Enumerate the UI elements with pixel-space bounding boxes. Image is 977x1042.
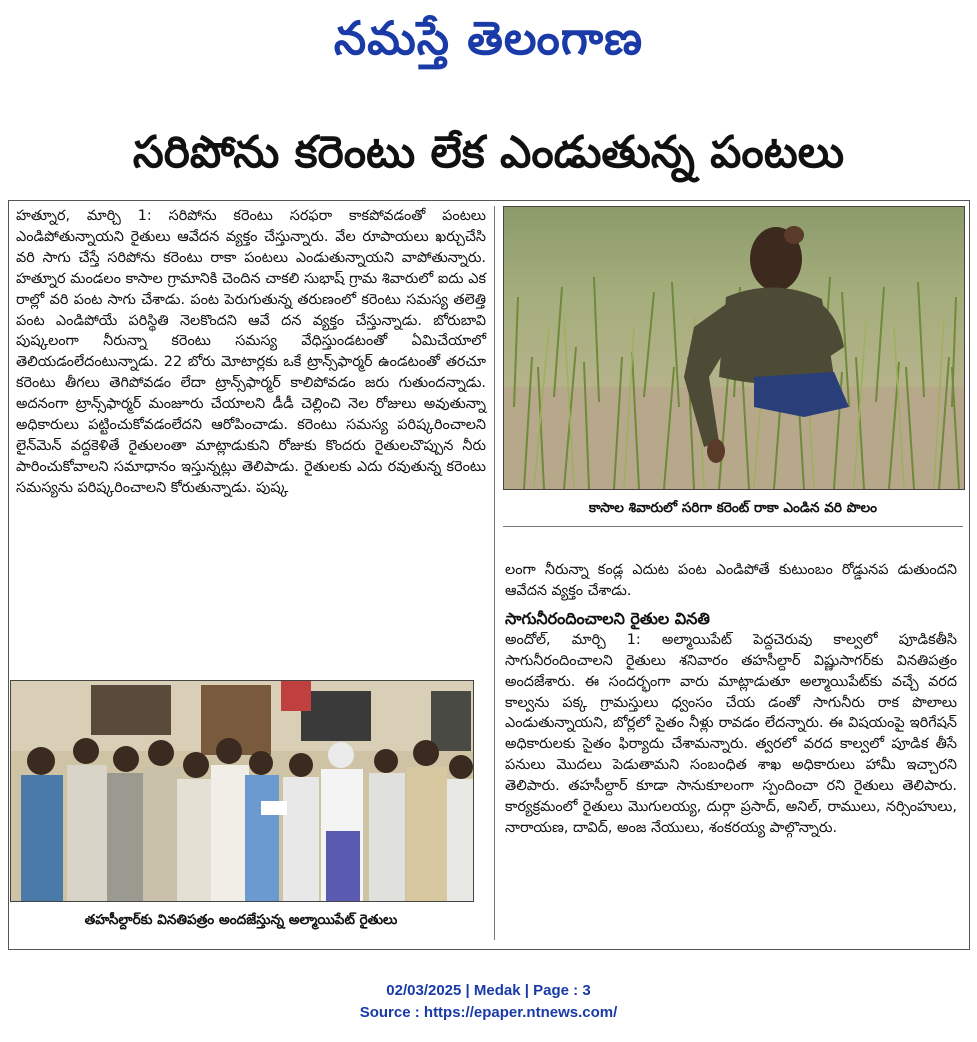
footer-separator: |	[465, 982, 474, 999]
article-continuation: లంగా నీరున్నా కండ్ల ఎదుట పంట ఎండిపోతే కుటుంబం రోడ్డునప డుతుందని ఆవేదన వ్యక్తం చేశాడు.	[505, 562, 957, 599]
article-paragraph: హత్నూర, మార్చి 1: సరిపోను కరెంటు సరఫరా కాకపోవడంతో పంటలు ఎండిపోతున్నాయని రైతులు ఆవేదన వ్యక్తం చేస్తున్నారు. వేల రూపాయలు ఖర్చుచేసి వరి సాగు చేస్తే సరిపోను కరెంటు రాకా పంటలు ఎండుతున్నాయని వాపోతున్నారు. హత్నూర మండలం కాసాల గ్రామానికి చెందిన చాకలి సుభాష్ గ్రామ శివారులో ఐదు ఎక రాల్లో వరి పంట సాగు చేశాడు. పంట పెరుగుతున్న తరుణంలో కరెంటు సమస్య తలెత్తి పంట ఎండిపోయే పరిస్థితి నెలకొందని ఆవే దన వ్యక్తం చేస్తున్నాడు. బోరుబావి పుష్కలంగా నీరున్నా కరెంటు సమస్య వేధిస్తుండటంతో ఏమిచేయాలో తెలియడంలేదంటున్నాడు. 22 బోరు మోటార్లకు ఒకే ట్రాన్స్‌ఫార్మర్ ఉండటంతో తరచూ కరెంటు తీగలు తెగిపోవడం లేదా ట్రాన్స్‌ఫార్మర్ కాలిపోవడం జరు గుతుందన్నాడు. అదనంగా ట్రాన్స్‌ఫార్మర్ మంజూరు చేయాలని డీడీ చెల్లించి నెల రోజులు అవుతున్నా అధికారులు పట్టించుకోవడంలేదని ఆరోపించాడు. కరెంటు సమస్య పరిష్కరించాలని లైన్‌మెన్ వద్దకెళితే రైతులంతా మాట్లాడుకుని రోజుకు కొందరు రైతులచొప్పున నీరు పారించుకోవాలని సమాధానం ఇస్తున్నట్లు తెలిపాడు. రైతులకు ఎదు రవుతున్న కరెంటు సమస్యను పరిష్కరించాలని కోరుతున్నాడు. పుష్క	[16, 208, 486, 496]
column-divider	[494, 206, 495, 940]
sub-headline: సాగునీరందించాలని రైతుల వినతి	[505, 608, 710, 628]
footer-page: Page : 3	[533, 982, 591, 999]
article-body-right	[505, 560, 957, 839]
footer-separator: |	[524, 982, 534, 999]
footer-date: 02/03/2025	[386, 982, 462, 999]
article-body-left	[16, 206, 486, 499]
footer-meta	[0, 980, 977, 1002]
article-paragraph: అందోల్, మార్చి 1: అల్మాయిపేట్ పెద్దచెరువు కాల్వలో పూడికతీసి సాగునీరందించాలని రైతులు శనివారం తహసీల్దార్ విష్ణుసాగర్‌కు వినతిపత్రం అందజేశారు. ఈ సందర్భంగా వారు మాట్లాడుతూ అల్మాయిపేట్‌కు వచ్చే వరద కాల్వను పక్క గ్రామస్తులు ధ్వంసం చేయ డంతో సాగునీరు రాక పొలాలు ఎండుతున్నాయని, బోర్లలో సైతం నీళ్లు రావడం లేదన్నారు. ఈ విషయంపై ఇరిగేషన్ అధికారులకు సైతం ఫిర్యాదు చేశామన్నారు. త్వరలో వరద కాల్వలో పూడిక తీసే పనులు మొదలు పెడుతామని సంబంధిత శాఖ అధికారులు హామీ ఇచ్చారని తెలిపారు. తహసీల్దార్ కూడా సానుకూలంగా స్పందించా రని రైతులు తెలిపారు. కార్యక్రమంలో రైతులు మొగులయ్య, దుర్గా ప్రసాద్, అనిల్, రాములు, నర్సింహులు, నారాయణ, దావిద్, అంజ నేయులు, శంకరయ్య పాల్గొన్నారు.	[505, 631, 957, 836]
footer-edition: Medak	[473, 982, 521, 999]
article-headline: సరిపోను కరెంటు లేక ఎండుతున్న పంటలు	[132, 127, 845, 178]
field-photo-caption: కాసాల శివారులో సరిగా కరెంట్ రాకా ఎండిన వరి పొలం	[588, 500, 878, 516]
footer-source: Source : https://epaper.ntnews.com/	[359, 1004, 618, 1021]
group-photo-caption: తహసీల్దార్‌కు వినతిపత్రం అందజేస్తున్న అల్మాయిపేట్ రైతులు	[84, 912, 398, 928]
field-photo	[503, 206, 965, 490]
caption-rule	[503, 526, 963, 527]
group-photo	[10, 680, 474, 902]
masthead-logo: నమస్తే తెలంగాణ	[333, 11, 644, 65]
